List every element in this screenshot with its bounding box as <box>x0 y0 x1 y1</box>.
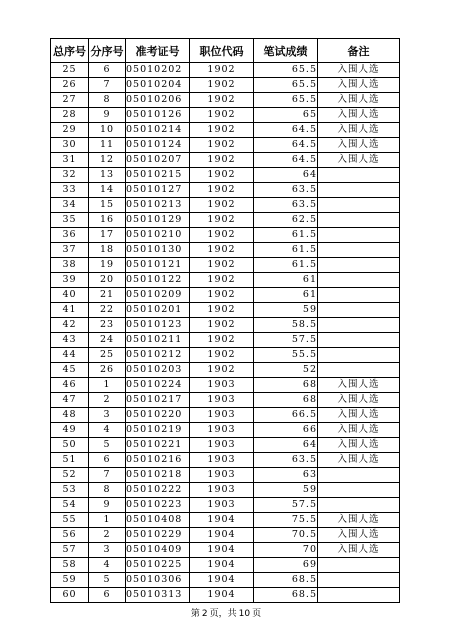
cell-position-code: 1903 <box>190 438 254 453</box>
cell-written-score: 58.5 <box>254 318 318 333</box>
cell-position-code: 1902 <box>190 333 254 348</box>
cell-position-code: 1904 <box>190 528 254 543</box>
table-row <box>51 573 400 588</box>
cell-remarks: 入围人选 <box>318 423 400 438</box>
cell-written-score: 75.5 <box>254 513 318 528</box>
cell-remarks <box>318 363 400 378</box>
table-row <box>51 483 400 498</box>
footer-prefix: 第 <box>190 609 200 619</box>
cell-position-code: 1903 <box>190 483 254 498</box>
cell-total-index: 58 <box>51 558 89 573</box>
table-row <box>51 528 400 543</box>
cell-total-index: 55 <box>51 513 89 528</box>
cell-sub-index: 5 <box>89 438 126 453</box>
cell-remarks <box>318 498 400 513</box>
cell-remarks: 入围人选 <box>318 528 400 543</box>
cell-position-code: 1902 <box>190 273 254 288</box>
cell-written-score: 62.5 <box>254 213 318 228</box>
cell-remarks: 入围人选 <box>318 108 400 123</box>
cell-total-index: 40 <box>51 288 89 303</box>
score-sheet <box>50 38 399 603</box>
cell-remarks <box>318 468 400 483</box>
cell-written-score: 63 <box>254 468 318 483</box>
table-row <box>51 213 400 228</box>
cell-total-index: 25 <box>51 63 89 78</box>
cell-position-code: 1903 <box>190 468 254 483</box>
cell-total-index: 33 <box>51 183 89 198</box>
cell-total-index: 35 <box>51 213 89 228</box>
cell-total-index: 50 <box>51 438 89 453</box>
footer-total-pages: 10 <box>238 609 251 619</box>
cell-sub-index: 25 <box>89 348 126 363</box>
cell-remarks <box>318 288 400 303</box>
table-row <box>51 303 400 318</box>
score-table <box>50 38 400 603</box>
cell-written-score: 63.5 <box>254 198 318 213</box>
cell-position-code: 1902 <box>190 363 254 378</box>
cell-exam-number: 05010213 <box>126 198 190 213</box>
footer-current-page: 2 <box>201 609 208 619</box>
cell-written-score: 70 <box>254 543 318 558</box>
cell-exam-number: 05010207 <box>126 153 190 168</box>
cell-remarks <box>318 348 400 363</box>
table-row <box>51 468 400 483</box>
header-exam-number: 准考证号 <box>126 39 190 63</box>
cell-exam-number: 05010129 <box>126 213 190 228</box>
cell-sub-index: 6 <box>89 588 126 603</box>
cell-written-score: 61.5 <box>254 243 318 258</box>
cell-position-code: 1902 <box>190 153 254 168</box>
cell-sub-index: 8 <box>89 93 126 108</box>
cell-position-code: 1903 <box>190 423 254 438</box>
cell-sub-index: 19 <box>89 258 126 273</box>
cell-exam-number: 05010224 <box>126 378 190 393</box>
header-total-index: 总序号 <box>51 39 89 63</box>
cell-position-code: 1904 <box>190 513 254 528</box>
table-row <box>51 393 400 408</box>
cell-exam-number: 05010222 <box>126 483 190 498</box>
cell-total-index: 59 <box>51 573 89 588</box>
cell-position-code: 1902 <box>190 348 254 363</box>
table-row <box>51 153 400 168</box>
cell-exam-number: 05010130 <box>126 243 190 258</box>
cell-remarks <box>318 183 400 198</box>
table-row <box>51 558 400 573</box>
cell-total-index: 28 <box>51 108 89 123</box>
cell-total-index: 51 <box>51 453 89 468</box>
cell-exam-number: 05010122 <box>126 273 190 288</box>
page-footer <box>0 606 452 619</box>
cell-sub-index: 13 <box>89 168 126 183</box>
cell-written-score: 66 <box>254 423 318 438</box>
cell-position-code: 1902 <box>190 78 254 93</box>
cell-remarks: 入围人选 <box>318 153 400 168</box>
cell-position-code: 1904 <box>190 558 254 573</box>
cell-written-score: 68.5 <box>254 588 318 603</box>
cell-written-score: 65.5 <box>254 63 318 78</box>
table-row <box>51 78 400 93</box>
table-row <box>51 63 400 78</box>
cell-remarks: 入围人选 <box>318 138 400 153</box>
cell-sub-index: 3 <box>89 543 126 558</box>
cell-exam-number: 05010216 <box>126 453 190 468</box>
cell-position-code: 1904 <box>190 543 254 558</box>
cell-total-index: 45 <box>51 363 89 378</box>
cell-total-index: 53 <box>51 483 89 498</box>
cell-sub-index: 7 <box>89 468 126 483</box>
cell-total-index: 48 <box>51 408 89 423</box>
cell-sub-index: 26 <box>89 363 126 378</box>
cell-position-code: 1904 <box>190 573 254 588</box>
cell-position-code: 1903 <box>190 393 254 408</box>
cell-remarks: 入围人选 <box>318 378 400 393</box>
cell-exam-number: 05010212 <box>126 348 190 363</box>
cell-total-index: 44 <box>51 348 89 363</box>
header-sub-index: 分序号 <box>89 39 126 63</box>
cell-exam-number: 05010221 <box>126 438 190 453</box>
table-row <box>51 273 400 288</box>
cell-total-index: 30 <box>51 138 89 153</box>
cell-sub-index: 3 <box>89 408 126 423</box>
cell-written-score: 69 <box>254 558 318 573</box>
cell-exam-number: 05010203 <box>126 363 190 378</box>
cell-remarks: 入围人选 <box>318 408 400 423</box>
table-row <box>51 498 400 513</box>
cell-written-score: 61 <box>254 288 318 303</box>
header-position-code: 职位代码 <box>190 39 254 63</box>
cell-written-score: 68.5 <box>254 573 318 588</box>
cell-exam-number: 05010220 <box>126 408 190 423</box>
cell-exam-number: 05010214 <box>126 123 190 138</box>
table-row <box>51 423 400 438</box>
cell-total-index: 36 <box>51 228 89 243</box>
cell-exam-number: 05010219 <box>126 423 190 438</box>
table-row <box>51 348 400 363</box>
cell-exam-number: 05010204 <box>126 78 190 93</box>
cell-sub-index: 9 <box>89 108 126 123</box>
cell-exam-number: 05010211 <box>126 333 190 348</box>
cell-position-code: 1902 <box>190 318 254 333</box>
table-row <box>51 108 400 123</box>
table-row <box>51 183 400 198</box>
table-row <box>51 513 400 528</box>
cell-exam-number: 05010127 <box>126 183 190 198</box>
cell-sub-index: 22 <box>89 303 126 318</box>
cell-total-index: 29 <box>51 123 89 138</box>
cell-exam-number: 05010126 <box>126 108 190 123</box>
cell-sub-index: 18 <box>89 243 126 258</box>
cell-remarks: 入围人选 <box>318 78 400 93</box>
cell-position-code: 1902 <box>190 228 254 243</box>
cell-written-score: 52 <box>254 363 318 378</box>
cell-position-code: 1902 <box>190 168 254 183</box>
cell-exam-number: 05010218 <box>126 468 190 483</box>
cell-position-code: 1902 <box>190 288 254 303</box>
cell-total-index: 52 <box>51 468 89 483</box>
cell-exam-number: 05010201 <box>126 303 190 318</box>
cell-sub-index: 12 <box>89 153 126 168</box>
cell-position-code: 1902 <box>190 63 254 78</box>
cell-total-index: 47 <box>51 393 89 408</box>
cell-remarks <box>318 228 400 243</box>
cell-sub-index: 4 <box>89 423 126 438</box>
cell-exam-number: 05010123 <box>126 318 190 333</box>
cell-exam-number: 05010215 <box>126 168 190 183</box>
table-row <box>51 408 400 423</box>
cell-remarks <box>318 273 400 288</box>
cell-total-index: 56 <box>51 528 89 543</box>
cell-written-score: 64.5 <box>254 123 318 138</box>
cell-position-code: 1902 <box>190 93 254 108</box>
header-remarks: 备注 <box>318 39 400 63</box>
cell-sub-index: 5 <box>89 573 126 588</box>
cell-written-score: 65.5 <box>254 78 318 93</box>
cell-written-score: 65 <box>254 108 318 123</box>
cell-exam-number: 05010313 <box>126 588 190 603</box>
cell-remarks <box>318 168 400 183</box>
cell-remarks <box>318 333 400 348</box>
cell-remarks <box>318 318 400 333</box>
cell-sub-index: 23 <box>89 318 126 333</box>
cell-sub-index: 2 <box>89 393 126 408</box>
table-row <box>51 228 400 243</box>
cell-position-code: 1902 <box>190 123 254 138</box>
cell-position-code: 1902 <box>190 213 254 228</box>
table-row <box>51 363 400 378</box>
cell-remarks <box>318 258 400 273</box>
cell-written-score: 66.5 <box>254 408 318 423</box>
cell-remarks: 入围人选 <box>318 123 400 138</box>
cell-remarks <box>318 483 400 498</box>
table-row <box>51 243 400 258</box>
cell-sub-index: 4 <box>89 558 126 573</box>
cell-total-index: 39 <box>51 273 89 288</box>
cell-total-index: 49 <box>51 423 89 438</box>
cell-sub-index: 17 <box>89 228 126 243</box>
cell-written-score: 55.5 <box>254 348 318 363</box>
table-header-row <box>51 39 400 63</box>
cell-sub-index: 20 <box>89 273 126 288</box>
cell-total-index: 46 <box>51 378 89 393</box>
table-row <box>51 378 400 393</box>
cell-total-index: 31 <box>51 153 89 168</box>
cell-remarks: 入围人选 <box>318 63 400 78</box>
cell-remarks: 入围人选 <box>318 93 400 108</box>
cell-position-code: 1902 <box>190 108 254 123</box>
cell-sub-index: 10 <box>89 123 126 138</box>
cell-written-score: 68 <box>254 378 318 393</box>
table-row <box>51 258 400 273</box>
footer-suffix: 页 <box>252 609 262 619</box>
cell-position-code: 1903 <box>190 453 254 468</box>
cell-sub-index: 6 <box>89 63 126 78</box>
cell-remarks <box>318 198 400 213</box>
table-body <box>51 63 400 603</box>
cell-remarks: 入围人选 <box>318 393 400 408</box>
table-row <box>51 588 400 603</box>
table-row <box>51 438 400 453</box>
cell-sub-index: 7 <box>89 78 126 93</box>
cell-position-code: 1902 <box>190 303 254 318</box>
cell-sub-index: 1 <box>89 378 126 393</box>
cell-written-score: 65.5 <box>254 93 318 108</box>
cell-written-score: 70.5 <box>254 528 318 543</box>
cell-position-code: 1902 <box>190 198 254 213</box>
cell-total-index: 43 <box>51 333 89 348</box>
cell-position-code: 1903 <box>190 378 254 393</box>
cell-written-score: 61.5 <box>254 228 318 243</box>
cell-written-score: 61.5 <box>254 258 318 273</box>
cell-written-score: 57.5 <box>254 333 318 348</box>
cell-sub-index: 15 <box>89 198 126 213</box>
cell-exam-number: 05010306 <box>126 573 190 588</box>
cell-exam-number: 05010217 <box>126 393 190 408</box>
cell-sub-index: 6 <box>89 453 126 468</box>
cell-total-index: 27 <box>51 93 89 108</box>
table-row <box>51 318 400 333</box>
cell-exam-number: 05010206 <box>126 93 190 108</box>
cell-written-score: 64.5 <box>254 138 318 153</box>
cell-total-index: 32 <box>51 168 89 183</box>
cell-sub-index: 14 <box>89 183 126 198</box>
cell-exam-number: 05010223 <box>126 498 190 513</box>
table-row <box>51 333 400 348</box>
cell-total-index: 34 <box>51 198 89 213</box>
cell-total-index: 42 <box>51 318 89 333</box>
table-row <box>51 93 400 108</box>
cell-position-code: 1903 <box>190 408 254 423</box>
cell-written-score: 64 <box>254 168 318 183</box>
cell-position-code: 1902 <box>190 183 254 198</box>
cell-remarks <box>318 303 400 318</box>
cell-sub-index: 1 <box>89 513 126 528</box>
cell-exam-number: 05010229 <box>126 528 190 543</box>
cell-remarks: 入围人选 <box>318 543 400 558</box>
cell-remarks <box>318 243 400 258</box>
footer-middle: 页，共 <box>209 609 237 619</box>
cell-remarks <box>318 573 400 588</box>
cell-exam-number: 05010225 <box>126 558 190 573</box>
cell-exam-number: 05010209 <box>126 288 190 303</box>
cell-sub-index: 21 <box>89 288 126 303</box>
cell-remarks: 入围人选 <box>318 438 400 453</box>
cell-total-index: 41 <box>51 303 89 318</box>
cell-sub-index: 2 <box>89 528 126 543</box>
table-row <box>51 453 400 468</box>
cell-written-score: 59 <box>254 483 318 498</box>
cell-total-index: 38 <box>51 258 89 273</box>
cell-remarks <box>318 213 400 228</box>
cell-sub-index: 9 <box>89 498 126 513</box>
cell-position-code: 1903 <box>190 498 254 513</box>
cell-exam-number: 05010210 <box>126 228 190 243</box>
cell-sub-index: 16 <box>89 213 126 228</box>
cell-total-index: 57 <box>51 543 89 558</box>
cell-written-score: 61 <box>254 273 318 288</box>
cell-remarks <box>318 558 400 573</box>
cell-written-score: 63.5 <box>254 183 318 198</box>
cell-remarks <box>318 588 400 603</box>
table-row <box>51 198 400 213</box>
cell-written-score: 59 <box>254 303 318 318</box>
cell-exam-number: 05010409 <box>126 543 190 558</box>
table-row <box>51 123 400 138</box>
cell-position-code: 1902 <box>190 243 254 258</box>
cell-written-score: 63.5 <box>254 453 318 468</box>
cell-written-score: 64.5 <box>254 153 318 168</box>
cell-exam-number: 05010202 <box>126 63 190 78</box>
header-written-score: 笔试成绩 <box>254 39 318 63</box>
table-row <box>51 543 400 558</box>
cell-sub-index: 24 <box>89 333 126 348</box>
cell-written-score: 64 <box>254 438 318 453</box>
cell-total-index: 26 <box>51 78 89 93</box>
cell-written-score: 68 <box>254 393 318 408</box>
cell-total-index: 37 <box>51 243 89 258</box>
table-row <box>51 138 400 153</box>
cell-position-code: 1904 <box>190 588 254 603</box>
cell-written-score: 57.5 <box>254 498 318 513</box>
cell-remarks: 入围人选 <box>318 513 400 528</box>
cell-exam-number: 05010121 <box>126 258 190 273</box>
table-row <box>51 288 400 303</box>
cell-sub-index: 11 <box>89 138 126 153</box>
cell-exam-number: 05010124 <box>126 138 190 153</box>
cell-remarks: 入围人选 <box>318 453 400 468</box>
cell-sub-index: 8 <box>89 483 126 498</box>
cell-exam-number: 05010408 <box>126 513 190 528</box>
cell-position-code: 1902 <box>190 258 254 273</box>
cell-position-code: 1902 <box>190 138 254 153</box>
cell-total-index: 60 <box>51 588 89 603</box>
table-row <box>51 168 400 183</box>
cell-total-index: 54 <box>51 498 89 513</box>
